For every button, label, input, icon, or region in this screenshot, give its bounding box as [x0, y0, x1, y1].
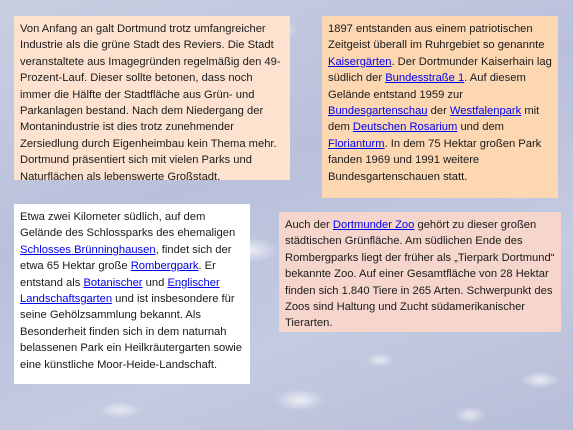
text-segment: . Er entstand als [20, 260, 216, 289]
link-schloss-bruenninghausen[interactable]: Schlosses Brünninghausen [20, 243, 156, 256]
text-segment: . In dem 75 Hektar großen Park fanden 1969 und 1991 weitere Bundesgartenschauen statt. [328, 137, 542, 183]
text-segment: gehört zu dieser großen städtischen Grünfläche. Am südlichen Ende des Rombergparks liegt der früher als „Tierpark Dortmund“ bekannte Zoo. Auf einer Gesamtfläche von 28 Hektar finden sich 1.840 Tiere in 265 Arten. Schwerpunkt des Zoos sind Haltung und Zucht südamerikanischer Tierarten. [285, 219, 555, 330]
link-botanischer-garten[interactable]: Botanischer [83, 276, 143, 289]
link-deutsches-rosarium[interactable]: Deutschen Rosarium [352, 121, 458, 134]
text-box-westfalenpark [322, 16, 558, 198]
text-segment: Auch der [285, 219, 333, 231]
text-segment: . Auf diesem Gelände entstand 1959 zur [328, 72, 526, 101]
text-box-zoo [279, 212, 561, 332]
link-bundesgartenschau[interactable]: Bundesgartenschau [328, 105, 428, 118]
text-segment: mit dem [328, 105, 540, 134]
text-segment: und dem [457, 121, 504, 134]
text-segment: Etwa zwei Kilometer südlich, auf dem Gelände des Schlossparks des ehemaligen [20, 211, 236, 240]
link-englischer-landschaftsgarten[interactable]: Englischer Landschaftsgarten [20, 276, 220, 306]
text-box-rombergpark [14, 204, 250, 384]
link-dortmunder-zoo[interactable]: Dortmunder Zoo [332, 219, 415, 231]
link-kaisergaerten[interactable]: Kaisergärten [328, 55, 392, 68]
text-segment: und ist insbesondere für seine Gehölzsammlung bekannt. Als Besonderheit finden sich in dem naturnah belassenen Park ein Heilkräutergarten sowie eine künstliche Moor-Heide-Landschaft. [20, 293, 243, 371]
text-segment: , findet sich der etwa 65 Hektar große [20, 243, 232, 273]
text-segment: und [142, 276, 168, 289]
link-bundesstrasse-1[interactable]: Bundesstraße 1 [385, 72, 465, 85]
link-westfalenpark[interactable]: Westfalenpark [449, 105, 522, 118]
link-rombergpark[interactable]: Rombergpark [130, 260, 199, 273]
text-box-green-city [14, 16, 290, 183]
text-segment: der [427, 105, 450, 118]
text-segment: 1897 entstanden aus einem patriotischen Zeitgeist überall im Ruhrgebiet so genannte [328, 23, 545, 52]
text-segment: . Der Dortmunder Kaiserhain lag südlich der [328, 55, 552, 85]
paragraph-green-city: Von Anfang an galt Dortmund trotz umfangreicher Industrie als die grüne Stadt des Reviers. Die Stadt veranstaltete aus Imagegründen regelmäßig den 49-Prozent-Lauf. Dieser sollte betonen, dass noch immer die Hälfte der Stadtfläche aus Grün- und Parkanlagen bestand. Nach dem Niedergang der Montanindustrie ist dies trotz zunehmender Zersiedlung durch Eigenheimbau kein Thema mehr. Dortmund präsentiert sich mit vielen Parks und Naturflächen als lebenswerte Großstadt. [20, 23, 281, 183]
link-florianturm[interactable]: Florianturm [328, 137, 385, 150]
